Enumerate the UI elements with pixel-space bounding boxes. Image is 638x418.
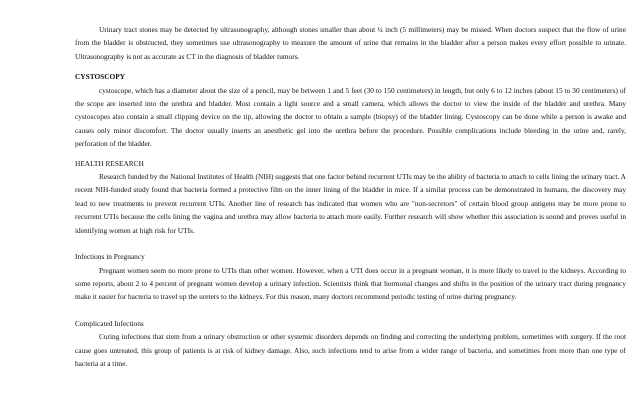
paragraph-infections-in-pregnancy: Pregnant women seem no more prone to UTIs than other women. However, when a UTI does occur in a pregnant woman, it is more likely to travel to the kidneys. According to some reports, about 2 to 4 percent of pregnant women develop a urinary infection. Scientists think that hormonal changes and shifts in the position of the urinary tract during pregnancy make it easier for bacteria to travel up the ureters to the kidneys. For this reason, many doctors recommend periodic testing of urine during pregnancy. (75, 265, 626, 302)
paragraph-health-research: Research funded by the National Institutes of Health (NIH) suggests that one factor behind recurrent UTIs may be the ability of bacteria to attach to cells lining the urinary tract. A recent NIH-funded study found that bacteria formed a protective film on the inner lining of the bladder in mice. If a similar process can be demonstrated in humans, the discovery may lead to new treatments to prevent recurrent UTIs. Another line of research has indicated that women who are "non-secretors" of certain blood group antigens may be more prone to recurrent UTIs because the cells lining the vagina and urethra may allow bacteria to attach more easily. Further research will show whether this association is sound and proves useful in identifying women at high risk for UTIs. (75, 172, 626, 235)
heading-cystoscopy: CYSTOSCOPY (75, 72, 126, 82)
heading-health-research: HEALTH RESEARCH (75, 158, 144, 168)
heading-infections-in-pregnancy: Infections in Pregnancy (75, 252, 145, 262)
paragraph-urinary-stones: Urinary tract stones may be detected by ultrasonography, although stones smaller than about ¼ inch (5 millimeters) may be missed. When doctors suspect that the flow of urine from the bladder is obstructed, they sometimes use ultrasonography to measure the amount of urine that remains in the bladder after a person makes every effort possible to urinate. Ultrasonography is not as accurate as CT in the diagnosis of bladder tumors. (75, 25, 626, 61)
paragraph-complicated-infections: Curing infections that stem from a urinary obstruction or other systemic disorders depends on finding and correcting the underlying problem, sometimes with surgery. If the root cause goes untreated, this group of patients is at risk of kidney damage. Also, such infections tend to arise from a wider range of bacteria, and sometimes from more than one type of bacteria at a time. (75, 332, 626, 368)
heading-complicated-infections: Complicated Infections (75, 318, 144, 328)
paragraph-cystoscopy: cystoscope, which has a diameter about the size of a pencil, may be between 1 and 5 feet (30 to 150 centimeters) in length, but only 6 to 12 inches (about 15 to 30 centimeters) of the scope are inserted into the urethra and bladder. Most contain a light source and a small camera, which allows the doctor to view the inside of the bladder and urethra. Many cystoscopes also contain a small clipping device on the tip, allowing the doctor to obtain a sample (biopsy) of the bladder lining. Cystoscopy can be done while a person is awake and causes only minor discomfort. The doctor usually inserts an anesthetic gel into the urethra before the procedure. Possible complications include bleeding in the urine and, rarely, perforation of the bladder. (75, 85, 626, 149)
